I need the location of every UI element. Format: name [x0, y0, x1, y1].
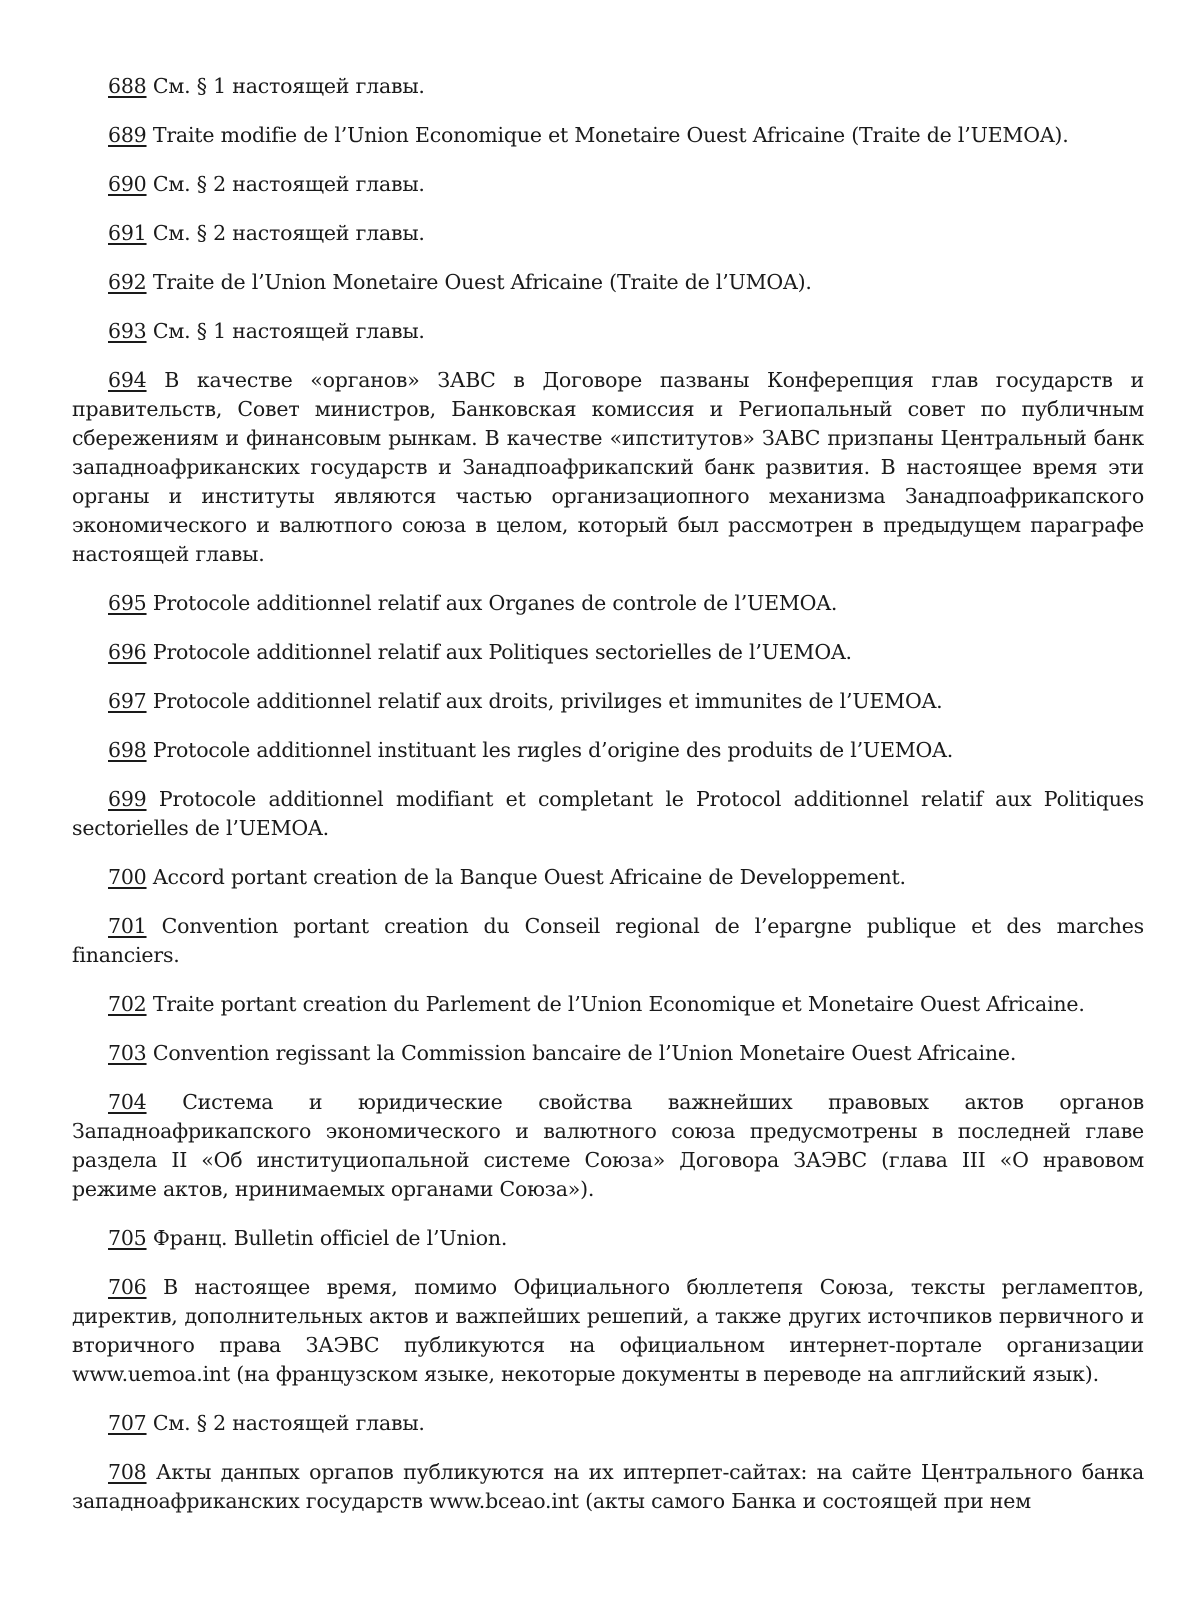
footnote-text: Accord portant creation de la Banque Ouest Africaine de Developpement. [146, 865, 906, 889]
footnote [72, 1273, 1144, 1389]
footnote-text: Акты данпых оргапов публикуются на их иптерпет-сайтах: на сайте Центрального банка западноафриканских государств www.bceao.int (акты самого Банка и состоящей при нем [72, 1460, 1144, 1513]
footnote-text: Система и юридические свойства важнейших правовых актов органов Западноафрикапского экономического и валютного союза предусмотрены в последней главе раздела II «Об институциопальной системе Союза» Договора ЗАЭВС (глава III «О нравовом режиме актов, нринимаемых органами Союза»). [72, 1090, 1144, 1201]
footnote-number-link[interactable]: 708 [108, 1460, 147, 1484]
footnote [72, 912, 1144, 970]
footnote [72, 736, 1144, 765]
footnote-number-link[interactable]: 692 [108, 270, 147, 294]
footnote-number-link[interactable]: 697 [108, 689, 147, 713]
footnote-number-link[interactable]: 706 [108, 1275, 147, 1299]
footnote [72, 1409, 1144, 1438]
footnote [72, 863, 1144, 892]
footnote [72, 219, 1144, 248]
footnote-text: В настоящее время, помимо Официального бюллетепя Союза, тексты регламептов, директив, дополнительных актов и важпейших решепий, а также других источпиков первичного и вторичного права ЗАЭВС публикуются на официальном интернет-портале организации www.uemoa.int (на французском языке, некоторые документы в переводе на апглийский язык). [72, 1275, 1144, 1386]
footnote-text: Convention portant creation du Conseil regional de l’epargne publique et des marches financiers. [72, 914, 1144, 967]
footnotes-list [72, 72, 1144, 1516]
footnote-number-link[interactable]: 696 [108, 640, 147, 664]
footnote [72, 1458, 1144, 1516]
footnote [72, 121, 1144, 150]
footnote-text: Protocole additionnel modifiant et completant le Protocol additionnel relatif aux Politiques sectorielles de l’UEMOA. [72, 787, 1144, 840]
footnote [72, 1224, 1144, 1253]
footnote-text: Traite modifie de l’Union Economique et Monetaire Ouest Africaine (Traite de l’UEMOA). [146, 123, 1069, 147]
footnote-number-link[interactable]: 703 [108, 1041, 147, 1065]
footnote [72, 990, 1144, 1019]
footnote-number-link[interactable]: 688 [108, 74, 147, 98]
footnote-text: Protocole additionnel relatif aux droits, privilиges et immunites de l’UEMOA. [146, 689, 943, 713]
footnote [72, 1088, 1144, 1204]
footnote-number-link[interactable]: 701 [108, 914, 147, 938]
footnote [72, 72, 1144, 101]
footnote-number-link[interactable]: 691 [108, 221, 147, 245]
footnote-text: См. § 1 настоящей главы. [146, 319, 425, 343]
footnote-number-link[interactable]: 693 [108, 319, 147, 343]
footnote [72, 638, 1144, 667]
footnote [72, 785, 1144, 843]
footnote-number-link[interactable]: 689 [108, 123, 147, 147]
footnote-text: В качестве «органов» ЗАВС в Договоре пазваны Конферепция глав государств и правительств, Совет министров, Банковская комиссия и Региопальный совет по публичным сбережениям и финансовым рынкам. В качестве «ипститутов» ЗАВС призпаны Центральный банк западноафриканских государств и Занадпоафрикапский банк развития. В настоящее время эти органы и институты являются частью организациопного механизма Занадпоафрикапского экономического и валютпого союза в целом, который был рассмотрен в предыдущем параграфе настоящей главы. [72, 368, 1144, 566]
footnote-text: См. § 2 настоящей главы. [146, 221, 425, 245]
footnote [72, 687, 1144, 716]
footnote-number-link[interactable]: 694 [108, 368, 147, 392]
footnote-text: Protocole additionnel relatif aux Organes de controle de l’UEMOA. [146, 591, 838, 615]
footnote-number-link[interactable]: 698 [108, 738, 147, 762]
footnote-number-link[interactable]: 690 [108, 172, 147, 196]
footnote [72, 589, 1144, 618]
footnote-text: Protocole additionnel relatif aux Politiques sectorielles de l’UEMOA. [146, 640, 852, 664]
footnote-text: Франц. Bulletin officiel de l’Union. [146, 1226, 508, 1250]
footnote-number-link[interactable]: 695 [108, 591, 147, 615]
footnote-number-link[interactable]: 700 [108, 865, 147, 889]
footnote-text: Traite portant creation du Parlement de l’Union Economique et Monetaire Ouest Africaine. [146, 992, 1085, 1016]
footnote-text: См. § 2 настоящей главы. [146, 1411, 425, 1435]
footnote-text: См. § 1 настоящей главы. [146, 74, 425, 98]
footnote [72, 366, 1144, 569]
footnote [72, 317, 1144, 346]
footnote-text: См. § 2 настоящей главы. [146, 172, 425, 196]
footnote-number-link[interactable]: 699 [108, 787, 147, 811]
footnote [72, 170, 1144, 199]
footnote-number-link[interactable]: 705 [108, 1226, 147, 1250]
footnote-text: Protocole additionnel instituant les rиgles d’origine des produits de l’UEMOA. [146, 738, 954, 762]
footnote-text: Traite de l’Union Monetaire Ouest Africaine (Traite de l’UMOA). [146, 270, 812, 294]
footnote-number-link[interactable]: 702 [108, 992, 147, 1016]
footnote-text: Convention regissant la Commission bancaire de l’Union Monetaire Ouest Africaine. [146, 1041, 1017, 1065]
footnote [72, 268, 1144, 297]
footnote-number-link[interactable]: 707 [108, 1411, 147, 1435]
footnote [72, 1039, 1144, 1068]
footnote-number-link[interactable]: 704 [108, 1090, 147, 1114]
